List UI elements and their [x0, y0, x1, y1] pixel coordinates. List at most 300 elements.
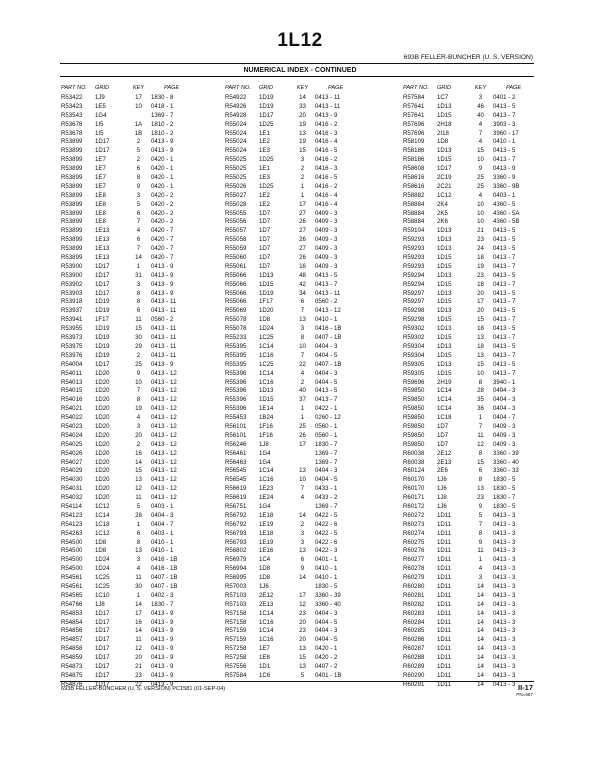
grid-cell: 1D20: [95, 396, 110, 404]
grid-cell: 2C19: [437, 174, 452, 182]
part-cell: R53423: [61, 102, 83, 110]
key-cell: 4: [478, 191, 483, 199]
page-cell: 0401 - 2: [493, 94, 516, 101]
key-cell: 24: [477, 245, 484, 253]
page-cell: 0420 - 2: [151, 191, 174, 199]
key-cell: 16: [135, 449, 142, 457]
grid-cell: 1D24: [95, 565, 110, 573]
grid-cell: 1D7: [437, 440, 449, 448]
page-cell: 0404 - 3: [315, 369, 338, 377]
part-cell: R56751: [225, 502, 247, 510]
grid-cell: 2H18: [437, 120, 452, 128]
part-cell: R54853: [61, 609, 83, 617]
page-cell: 1830 - 7: [493, 494, 516, 502]
grid-cell: 1D20: [95, 387, 110, 395]
grid-cell: 1D13: [437, 102, 452, 110]
grid-cell: 1C14: [437, 396, 452, 404]
page-cell: 0407 - 2: [315, 663, 338, 670]
key-cell: 21: [135, 663, 142, 670]
key-cell: 10: [477, 209, 484, 217]
part-cell: R59850: [403, 422, 425, 430]
part-cell: R53941: [61, 316, 83, 324]
page-cell: 0420 - 2: [151, 209, 174, 217]
page-cell: 1830 - 5: [493, 485, 516, 493]
grid-cell: 1D7: [259, 227, 271, 235]
page-cell: 1830 - 5: [493, 502, 516, 510]
grid-cell: 1D7: [437, 431, 449, 439]
key-cell: 1: [300, 191, 305, 199]
grid-cell: 1E7: [95, 156, 106, 164]
part-cell: R53975: [61, 342, 83, 350]
part-cell: R53422: [61, 94, 83, 101]
grid-cell: 1E7: [259, 645, 270, 653]
key-cell: 13: [299, 645, 306, 653]
part-cell: R54114: [61, 502, 82, 510]
grid-cell: 2E12: [259, 591, 274, 599]
key-cell: 8: [478, 476, 483, 484]
key-cell: 17: [477, 298, 484, 306]
key-cell: 8: [136, 538, 141, 546]
page-cell: 0407 - 1B: [151, 582, 178, 590]
key-cell: 13: [299, 467, 306, 475]
part-cell: R53899: [61, 245, 83, 253]
part-cell: R57584: [225, 671, 247, 679]
page-cell: 0560 - 2: [151, 316, 174, 324]
grid-cell: 1D13: [437, 147, 452, 155]
page-cell: 0404 - 3: [315, 342, 338, 350]
page-cell: 1369 - 7: [315, 449, 338, 457]
grid-cell: 1E5: [95, 102, 106, 110]
part-cell: R56802: [225, 547, 247, 555]
page-cell: 0404 - 7: [151, 520, 174, 528]
part-cell: R53937: [61, 307, 83, 315]
key-cell: 17: [299, 591, 306, 599]
grid-cell: 1D13: [259, 387, 274, 395]
header-page: PAGE: [164, 85, 180, 91]
grid-cell: 1E8: [95, 200, 106, 208]
key-cell: 7: [478, 129, 483, 137]
grid-cell: 1C16: [259, 378, 274, 386]
part-cell: R54123: [61, 511, 83, 519]
page-cell: 0413 - 11: [315, 94, 341, 101]
key-cell: 20: [299, 111, 306, 119]
key-cell: 19: [135, 405, 142, 413]
page-cell: 0413 - 11: [151, 342, 177, 350]
key-cell: 2: [300, 520, 305, 528]
key-cell: 1: [300, 182, 305, 190]
grid-cell: 1C6: [259, 671, 271, 679]
header-grid: GRID: [95, 85, 109, 91]
key-cell: 2: [300, 165, 305, 173]
key-cell: 12: [135, 485, 142, 493]
part-cell: R56545: [225, 467, 247, 475]
key-cell: 3: [300, 156, 305, 164]
page-cell: 0413 - 3: [493, 671, 516, 679]
key-cell: 18: [477, 342, 484, 350]
page-cell: 0410 - 1: [151, 547, 174, 555]
key-cell: 2: [136, 156, 141, 164]
grid-cell: 1D19: [95, 351, 110, 359]
grid-cell: 1E7: [95, 174, 106, 182]
key-cell: 33: [299, 102, 306, 110]
key-cell: 36: [477, 405, 484, 413]
key-cell: 8: [478, 449, 483, 457]
grid-cell: 2K5: [437, 209, 448, 217]
header-key: KEY: [132, 85, 145, 91]
grid-cell: 1D7: [259, 209, 271, 217]
grid-cell: 1D20: [95, 431, 110, 439]
grid-cell: 1J8: [259, 440, 269, 448]
key-cell: 28: [135, 511, 142, 519]
key-cell: 15: [477, 360, 484, 368]
part-cell: R54021: [61, 405, 83, 413]
page-cell: 0413 - 7: [493, 280, 516, 288]
grid-cell: 1D7: [259, 262, 271, 270]
part-cell: R56792: [225, 511, 247, 519]
grid-cell: 1C4: [259, 556, 271, 564]
part-cell: R57158: [225, 618, 247, 626]
part-cell: R56619: [225, 485, 247, 493]
grid-cell: 1D20: [95, 476, 110, 484]
key-cell: 25: [299, 422, 306, 430]
key-cell: 10: [477, 369, 484, 377]
header-grid: GRID: [437, 85, 451, 91]
part-cell: R60276: [403, 547, 425, 555]
header-part: PART NO.: [225, 85, 251, 91]
part-cell: R54876: [61, 680, 83, 688]
part-cell: R54263: [61, 529, 83, 537]
grid-cell: 1C16: [259, 618, 274, 626]
part-cell: R53899: [61, 254, 83, 262]
part-cell: R59294: [403, 271, 425, 279]
grid-cell: 1C25: [259, 360, 274, 368]
header-key: KEY: [474, 85, 487, 91]
key-cell: 10: [135, 378, 142, 386]
page-cell: 0404 - 3: [315, 627, 338, 635]
page-cell: 0413 - 12: [151, 369, 177, 377]
part-cell: R54032: [61, 494, 83, 502]
grid-cell: 1C25: [95, 574, 110, 582]
grid-cell: 1E3: [259, 147, 270, 155]
page-cell: 0413 - 3: [493, 663, 516, 670]
page-cell: 0413 - 11: [151, 334, 177, 342]
part-cell: R57556: [225, 663, 247, 670]
page-cell: 0420 - 7: [151, 254, 174, 262]
page-cell: 0413 - 7: [493, 316, 516, 324]
part-cell: R57641: [403, 111, 425, 119]
page-cell: 0413 - 7: [493, 298, 516, 306]
part-cell: R59850: [403, 414, 425, 422]
key-cell: 2: [136, 440, 141, 448]
part-cell: R60288: [403, 654, 425, 662]
part-cell: R60278: [403, 565, 425, 573]
page-cell: 0413 - 11: [151, 298, 177, 306]
part-cell: R60171: [403, 494, 425, 502]
part-cell: R60290: [403, 671, 425, 679]
grid-cell: 1D11: [437, 529, 452, 537]
part-cell: R60272: [403, 511, 425, 519]
page-cell: 1810 - 2: [151, 129, 174, 137]
part-cell: R60038: [403, 449, 425, 457]
grid-cell: 1D15: [437, 334, 452, 342]
part-cell: R55025: [225, 174, 247, 182]
page-cell: 0420 - 1: [151, 156, 174, 164]
page-cell: 0407 - 1B: [315, 334, 342, 342]
grid-cell: 1D13: [259, 271, 274, 279]
grid-cell: 1I5: [95, 120, 104, 128]
part-cell: R56994: [225, 565, 247, 573]
page-cell: 0413 - 7: [493, 334, 516, 342]
part-cell: R55066: [225, 280, 247, 288]
part-cell: R53899: [61, 156, 83, 164]
page-cell: 0413 - 7: [493, 111, 516, 119]
part-cell: R55056: [225, 218, 247, 226]
page-cell: 0413 - 9: [151, 671, 174, 679]
key-cell: 6: [300, 556, 305, 564]
section-rule: [60, 76, 534, 77]
part-cell: R53899: [61, 236, 83, 244]
part-cell: R55396: [225, 405, 247, 413]
part-cell: R54858: [61, 645, 83, 653]
page-cell: 0413 - 9: [315, 111, 338, 119]
part-cell: R56995: [225, 574, 247, 582]
grid-cell: 1J8: [95, 600, 105, 608]
key-cell: 27: [299, 245, 306, 253]
part-cell: R54016: [61, 396, 83, 404]
key-cell: 14: [135, 254, 142, 262]
key-cell: 40: [477, 111, 484, 119]
part-cell: R53918: [61, 298, 83, 306]
page-cell: 0410 - 1: [315, 574, 338, 582]
page-cell: 0409 - 3: [315, 209, 338, 217]
part-cell: R57159: [225, 636, 247, 644]
page-cell: 0410 - 1: [315, 316, 338, 324]
part-cell: R54025: [61, 440, 83, 448]
part-cell: R54875: [61, 671, 83, 679]
key-cell: 14: [477, 671, 484, 679]
page-cell: 0404 - 5: [315, 378, 338, 386]
part-cell: R57258: [225, 645, 247, 653]
key-cell: 15: [135, 325, 142, 333]
page-cell: 0416 - 3: [315, 129, 338, 137]
page-cell: 0413 - 9: [151, 627, 174, 635]
key-cell: 15: [299, 147, 306, 155]
part-cell: R59304: [403, 342, 425, 350]
part-cell: R58186: [403, 156, 425, 164]
grid-cell: 1C14: [259, 342, 274, 350]
page-cell: 0413 - 9: [151, 262, 174, 270]
key-cell: 20: [299, 636, 306, 644]
part-cell: R54026: [61, 449, 83, 457]
page-cell: 0413 - 3: [493, 609, 516, 617]
grid-cell: 1D19: [95, 342, 110, 350]
page-cell: 0409 - 3: [315, 245, 338, 253]
part-cell: R54024: [61, 431, 83, 439]
page-cell: 0413 - 3: [493, 600, 516, 608]
page-cell: 0260 - 12: [315, 414, 341, 422]
part-cell: R53678: [61, 120, 83, 128]
page-cell: 0413 - 12: [151, 494, 177, 502]
grid-cell: 1D7: [259, 254, 271, 262]
part-cell: R59297: [403, 298, 425, 306]
part-cell: R60279: [403, 574, 425, 582]
page-cell: 0413 - 9: [493, 165, 516, 173]
grid-cell: 1D17: [95, 671, 110, 679]
page-cell: 0413 - 5: [493, 325, 516, 333]
grid-cell: 1D7: [259, 236, 271, 244]
part-cell: R54857: [61, 636, 83, 644]
part-cell: R59850: [403, 405, 425, 413]
page-cell: 0407 - 1B: [315, 360, 342, 368]
grid-cell: 1C18: [95, 520, 110, 528]
grid-cell: 1D11: [437, 574, 452, 582]
page-cell: 0413 - 7: [493, 254, 516, 262]
grid-cell: 1G4: [259, 502, 271, 510]
key-cell: 11: [135, 494, 142, 502]
grid-cell: 1J6: [259, 582, 269, 590]
part-cell: R54027: [61, 458, 83, 466]
grid-cell: 1D11: [437, 520, 452, 528]
page-cell: 0413 - 12: [151, 387, 177, 395]
grid-cell: 1D8: [259, 316, 271, 324]
grid-cell: 1C25: [259, 334, 274, 342]
page-cell: 0420 - 1: [315, 645, 338, 653]
part-cell: R60287: [403, 645, 425, 653]
key-cell: 9: [136, 369, 141, 377]
key-cell: 7: [136, 245, 141, 253]
key-cell: 9: [478, 165, 483, 173]
part-cell: R60285: [403, 627, 425, 635]
grid-cell: 1D17: [95, 280, 110, 288]
grid-cell: 1D13: [437, 307, 452, 315]
grid-cell: 1D11: [437, 609, 452, 617]
key-cell: 3: [136, 280, 141, 288]
grid-cell: 1D13: [437, 360, 452, 368]
grid-cell: 1J9: [95, 94, 105, 101]
key-cell: 1: [478, 414, 483, 422]
key-cell: 14: [299, 94, 306, 101]
page-cell: 0413 - 9: [151, 636, 174, 644]
part-cell: R53903: [61, 289, 83, 297]
key-cell: 31: [135, 271, 142, 279]
part-cell: R59696: [403, 378, 425, 386]
page-cell: 0413 - 7: [315, 280, 338, 288]
grid-cell: 1D11: [437, 663, 452, 670]
grid-cell: 1D11: [437, 618, 452, 626]
part-cell: R55396: [225, 396, 247, 404]
page-cell: 0413 - 5: [315, 271, 338, 279]
page-cell: 0416 - 3: [315, 165, 338, 173]
page-cell: 0420 - 7: [151, 245, 174, 253]
grid-cell: 1D8: [95, 547, 107, 555]
part-cell: R59294: [403, 280, 425, 288]
grid-cell: 1D17: [95, 360, 110, 368]
key-cell: 27: [299, 209, 306, 217]
page-cell: 0422 - 5: [315, 529, 338, 537]
grid-cell: 1D15: [437, 369, 452, 377]
grid-cell: 1D17: [95, 147, 110, 155]
page-cell: 0413 - 12: [151, 422, 177, 430]
grid-cell: 1E8: [95, 209, 106, 217]
page-cell: 0404 - 3: [151, 511, 174, 519]
part-cell: R59850: [403, 396, 425, 404]
page-cell: 0407 - 1B: [151, 574, 178, 582]
part-cell: R55024: [225, 129, 247, 137]
page-cell: 0416 - 1B: [315, 325, 342, 333]
key-cell: 23: [477, 271, 484, 279]
grid-cell: 1F16: [259, 422, 273, 430]
part-cell: R55024: [225, 147, 247, 155]
key-cell: 42: [299, 280, 306, 288]
key-cell: 6: [136, 165, 141, 173]
page-cell: 0402 - 3: [151, 591, 174, 599]
part-cell: R59304: [403, 351, 425, 359]
key-cell: 5: [478, 511, 483, 519]
part-cell: R60170: [403, 485, 425, 493]
page-cell: 0420 - 7: [151, 227, 174, 235]
grid-cell: 1D17: [95, 636, 110, 644]
page-cell: 0413 - 5: [493, 289, 516, 297]
part-cell: R54873: [61, 663, 83, 670]
page-cell: 0413 - 9: [151, 663, 174, 670]
page-cell: 0413 - 3: [493, 565, 516, 573]
grid-cell: 1D20: [95, 440, 110, 448]
part-cell: R54922: [225, 94, 247, 101]
key-cell: 3: [136, 191, 141, 199]
key-cell: 14: [477, 680, 484, 688]
page-cell: 0413 - 5: [493, 102, 516, 110]
grid-cell: 1D11: [437, 671, 452, 679]
page-cell: 0420 - 2: [315, 654, 338, 662]
part-cell: R56793: [225, 538, 247, 546]
grid-cell: 1E19: [259, 538, 274, 546]
key-cell: 8: [136, 289, 141, 297]
part-cell: R58616: [403, 182, 425, 190]
key-cell: 14: [477, 609, 484, 617]
key-cell: 19: [477, 262, 484, 270]
part-cell: R57103: [225, 600, 247, 608]
page-cell: 0413 - 12: [151, 378, 177, 386]
grid-cell: 1D19: [95, 298, 110, 306]
page-cell: 0420 - 7: [151, 236, 174, 244]
page-cell: 0413 - 9: [151, 289, 174, 297]
key-cell: 4: [478, 120, 483, 128]
grid-cell: 1D25: [259, 182, 274, 190]
page-cell: 0413 - 5: [493, 147, 516, 155]
part-cell: R55024: [225, 120, 247, 128]
page-cell: 0413 - 12: [151, 485, 177, 493]
key-cell: 7: [300, 307, 305, 315]
grid-cell: 1D15: [437, 280, 452, 288]
part-cell: R54123: [61, 520, 83, 528]
part-cell: R60283: [403, 609, 425, 617]
grid-cell: 1E23: [259, 485, 274, 493]
key-cell: 25: [477, 182, 484, 190]
grid-cell: 1D19: [259, 289, 274, 297]
page-cell: 0404 - 5: [315, 476, 338, 484]
page-cell: 0413 - 12: [151, 396, 177, 404]
key-cell: 18: [477, 325, 484, 333]
grid-cell: 1D19: [95, 307, 110, 315]
key-cell: 14: [477, 654, 484, 662]
grid-cell: 1D15: [437, 298, 452, 306]
page-cell: 0413 - 3: [493, 591, 516, 599]
grid-cell: 1D17: [95, 680, 110, 688]
page-cell: 4360 - 5A: [493, 209, 520, 217]
key-cell: 17: [299, 440, 306, 448]
page-cell: 0413 - 5: [493, 245, 516, 253]
grid-cell: 1D20: [95, 405, 110, 413]
